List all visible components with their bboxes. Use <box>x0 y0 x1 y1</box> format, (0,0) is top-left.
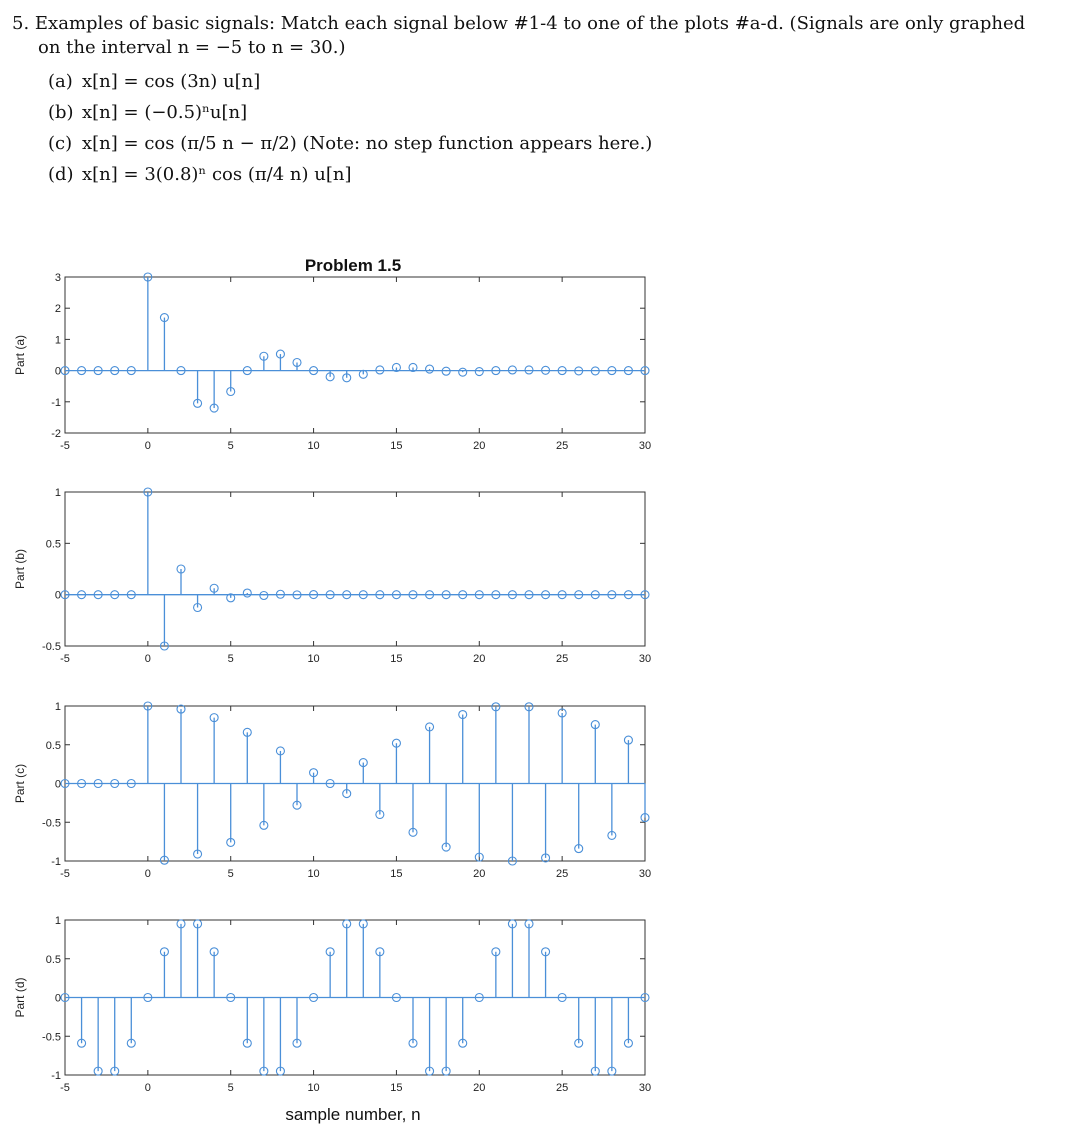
x-tick-label: 5 <box>227 440 234 452</box>
y-tick-label: 1 <box>54 915 61 927</box>
x-tick-label: -5 <box>60 868 70 880</box>
x-tick-label: 25 <box>556 440 569 452</box>
x-tick-label: 10 <box>307 653 320 665</box>
x-tick-label: 0 <box>144 1082 151 1094</box>
signal-formula: x[n] = cos (π/5 n − π/2) (Note: no step function appears here.) <box>82 133 653 154</box>
y-tick-label: -0.5 <box>42 1031 61 1044</box>
signal-formula: x[n] = (−0.5)ⁿu[n] <box>82 102 248 123</box>
x-tick-label: 20 <box>473 1082 486 1094</box>
y-tick-label: -2 <box>51 428 61 440</box>
x-tick-label: 30 <box>638 868 652 880</box>
signal-label: (c) <box>48 133 73 154</box>
y-axis-label: Part (b) <box>13 548 27 590</box>
y-tick-label: -0.5 <box>42 641 61 653</box>
figure-title: Problem 1.5 <box>304 256 402 275</box>
x-tick-label: 25 <box>556 868 569 880</box>
x-tick-label: -5 <box>60 653 70 665</box>
y-axis-label: Part (c) <box>13 763 27 804</box>
problem-text-continued: on the interval n = −5 to n = 30.) <box>38 37 346 58</box>
problem-text: Examples of basic signals: Match each signal below #1-4 to one of the plots #a-d. (Signals are only graphed <box>34 13 1026 34</box>
y-tick-label: 2 <box>54 303 61 316</box>
x-tick-label: 15 <box>390 653 403 665</box>
x-tick-label: 20 <box>473 440 486 452</box>
x-tick-label: 5 <box>227 868 234 880</box>
signal-formula: x[n] = cos (3n) u[n] <box>82 71 261 92</box>
x-tick-label: 30 <box>638 1082 652 1094</box>
y-axis-label: Part (a) <box>13 334 27 376</box>
x-tick-label: 5 <box>227 1082 234 1094</box>
x-tick-label: 10 <box>307 1082 320 1094</box>
problem-number: 5. <box>12 13 30 34</box>
x-tick-label: 25 <box>556 653 569 665</box>
x-tick-label: 15 <box>390 868 403 880</box>
signal-label: (d) <box>48 164 74 185</box>
x-tick-label: 30 <box>638 440 652 452</box>
y-tick-label: -1 <box>51 396 61 409</box>
plot-frame <box>65 492 645 646</box>
signal-formula: x[n] = 3(0.8)ⁿ cos (π/4 n) u[n] <box>82 164 352 185</box>
x-tick-label: 0 <box>144 868 151 880</box>
y-tick-label: 1 <box>54 334 61 347</box>
y-tick-label: -1 <box>51 1070 61 1082</box>
x-tick-label: 15 <box>390 1082 403 1094</box>
y-tick-label: 0 <box>54 778 61 791</box>
x-tick-label: 10 <box>307 868 320 880</box>
x-tick-label: -5 <box>60 1082 70 1094</box>
plot-frame <box>65 277 645 433</box>
x-tick-label: 0 <box>144 653 151 665</box>
y-tick-label: 0.5 <box>45 739 61 752</box>
y-tick-label: 1 <box>54 487 61 499</box>
y-tick-label: 3 <box>54 272 61 284</box>
x-tick-label: 20 <box>473 868 486 880</box>
y-tick-label: 0 <box>54 365 61 378</box>
x-tick-label: 15 <box>390 440 403 452</box>
signal-label: (a) <box>48 71 73 92</box>
x-axis-label: sample number, n <box>285 1105 421 1124</box>
y-tick-label: -1 <box>51 856 61 868</box>
y-tick-label: -0.5 <box>42 817 61 830</box>
y-tick-label: 0.5 <box>45 953 61 966</box>
x-tick-label: 30 <box>638 653 652 665</box>
x-tick-label: 10 <box>307 440 320 452</box>
x-tick-label: -5 <box>60 440 70 452</box>
y-tick-label: 1 <box>54 701 61 713</box>
x-tick-label: 20 <box>473 653 486 665</box>
y-axis-label: Part (d) <box>13 977 27 1018</box>
y-tick-label: 0 <box>54 589 61 602</box>
x-tick-label: 25 <box>556 1082 569 1094</box>
signal-label: (b) <box>48 102 74 123</box>
y-tick-label: 0.5 <box>45 538 61 551</box>
y-tick-label: 0 <box>54 992 61 1005</box>
x-tick-label: 5 <box>227 653 234 665</box>
x-tick-label: 0 <box>144 440 151 452</box>
